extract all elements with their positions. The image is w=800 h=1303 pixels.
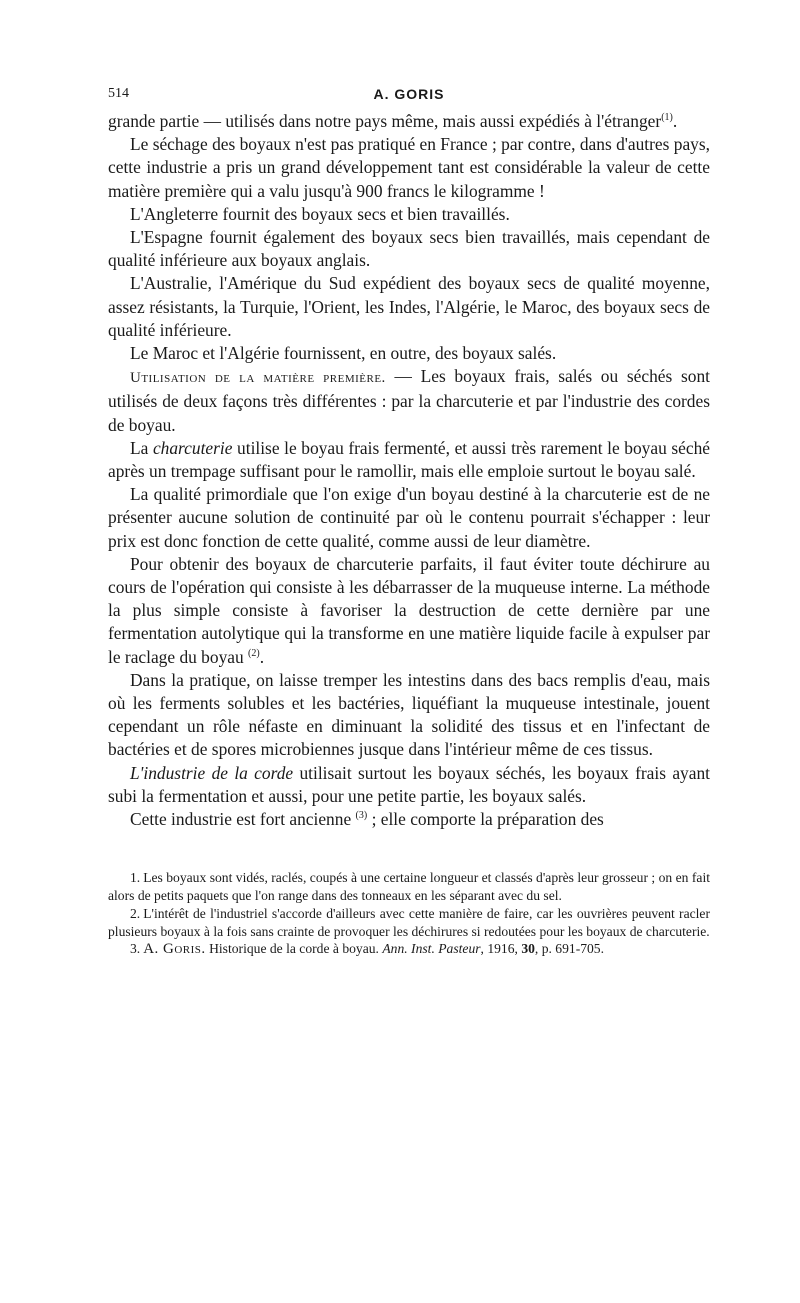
paragraph: Le séchage des boyaux n'est pas pratiqué en France ; par contre, dans d'autres pays, cette industrie a pris un grand développement tant est considérable la valeur de cette matière première qui a valu jusqu'à 900 francs le kilogramme ! xyxy=(108,134,710,201)
footnotes xyxy=(108,869,710,959)
paragraph: Utilisation de la matière première. — Les boyaux frais, salés ou séchés sont utilisés de deux façons très différentes : par la charcuterie et par l'industrie des cordes de boyau. xyxy=(108,366,710,435)
paragraph: Cette industrie est fort ancienne $^{(3)}$ ; elle comporte la préparation des xyxy=(130,809,604,830)
paragraph: L'Espagne fournit également des boyaux secs bien travaillés, mais cependant de qualité inférieure aux boyaux anglais. xyxy=(108,227,710,271)
paragraph: L'Angleterre fournit des boyaux secs et bien travaillés. xyxy=(130,203,510,224)
paragraph: L'industrie de la corde utilisait surtout les boyaux séchés, les boyaux frais ayant subi la fermentation et aussi, pour une petite partie, les boyaux salés. xyxy=(108,762,710,806)
paragraph: La charcuterie utilise le boyau frais fermenté, et aussi très rarement le boyau séché après un trempage suffisant pour le ramollir, mais elle emploie surtout le boyau salé. xyxy=(108,437,710,482)
footnote: 3. A. Goris. Historique de la corde à boyau. Ann. Inst. Pasteur, 1916, 30, p. 691-705. xyxy=(130,941,605,958)
section-heading: Utilisation de la matière première. xyxy=(130,370,386,387)
running-title-author: A. GORIS xyxy=(373,86,445,102)
footnote-ref[interactable]: 1 xyxy=(664,112,670,124)
body-text xyxy=(108,110,710,831)
document-page xyxy=(108,86,710,959)
footnote-ref[interactable]: 3 xyxy=(358,810,364,822)
paragraph: Dans la pratique, on laisse tremper les intestins dans des bacs remplis d'eau, mais où les ferments solubles et les bactéries, liquéfiant la muqueuse intestinale, jouent cependant un rôle néfaste en diminuant la solidité des tissus et en l'infectant de bactéries et de spores microbiennes jusque dans l'intérieur même de ces tissus. xyxy=(108,669,710,760)
paragraph: Le Maroc et l'Algérie fournissent, en outre, des boyaux salés. xyxy=(130,343,557,364)
page-number: 514 xyxy=(108,86,129,101)
footnote-ref[interactable]: 2 xyxy=(251,647,257,659)
paragraph: La qualité primordiale que l'on exige d'un boyau destiné à la charcuterie est de ne présenter aucune solution de continuité par où le contenu pourrait s'échapper : leur prix est donc fonction de cette qualité, comme aussi de leur diamètre. xyxy=(108,484,710,551)
running-header xyxy=(108,86,710,110)
footnote: 2. L'intérêt de l'industriel s'accorde d'ailleurs avec cette manière de faire, car les ouvrières peuvent racler plusieurs boyaux à la fois sans crainte de provoquer les déchirures si redoutées pour les boyaux de charcuterie. xyxy=(108,905,710,939)
italic-term: charcuterie xyxy=(152,437,233,458)
paragraph: grande partie — utilisés dans notre pays même, mais aussi expédiés à l'étranger$^{(1)}$. xyxy=(108,111,678,131)
paragraph: L'Australie, l'Amérique du Sud expédient des boyaux secs de qualité moyenne, assez résistants, la Turquie, l'Orient, les Indes, l'Algérie, le Maroc, des boyaux secs de qualité inférieure. xyxy=(108,273,710,340)
italic-term: L'industrie de la corde xyxy=(130,762,294,783)
footnote: 1. Les boyaux sont vidés, raclés, coupés à une certaine longueur et classés d'après leur grosseur ; on en fait alors de petits paquets que l'on range dans des tonneaux en les séparant avec du sel. xyxy=(108,870,710,904)
paragraph: Pour obtenir des boyaux de charcuterie parfaits, il faut éviter toute déchirure au cours de l'opération qui consiste à les débarrasser de la muqueuse interne. La méthode la plus simple consiste à favoriser la destruction de cette dernière par une fermentation autolytique qui la transforme en une matière liquide facile à expulser par le raclage du boyau $^{(2)}$. xyxy=(108,553,710,667)
